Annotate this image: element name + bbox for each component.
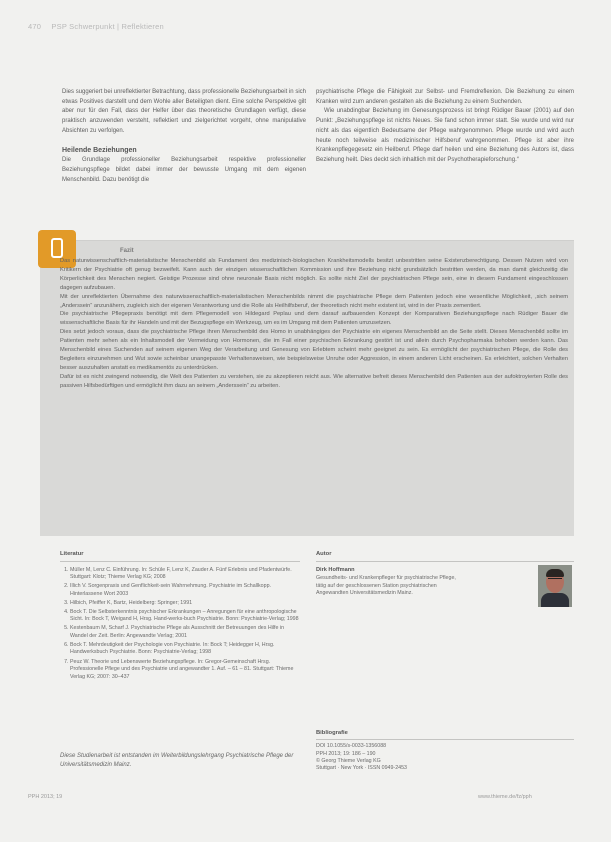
literature-section [60,551,300,683]
bibliography-line: DOI 10.1055/s-0033-1356088 [316,743,387,750]
closing-note: Diese Studienarbeit ist entstanden im Weiterbildungslehrgang Psychiatrische Pflege der Universitätsmedizin Mainz. [60,753,294,768]
literature-item: 3. Hilbich, Pfeiffer K, Bartz, Heidelberg: Springer; 1991 [70,600,300,608]
running-head [28,22,164,31]
conclusion-paragraph: Mit der unreflektierten Übernahme des naturwissenschaftlich-materialistischen Menschenbilds nimmt die psychiatrische Pflege dem Patienten jedoch eine wesentliche Möglichkeit, ,sich seinem „Anderssein“ anzunähern, zugleich sich der eigenen Verantwortung und die Rolle als Heilhilfsberuf, der theoretisch nicht mehr existent ist, wird in der Praxis zementiert. [60,293,568,309]
conclusion-paragraph: Dafür ist es nicht zwingend notwendig, die Welt des Patienten zu verstehen, sie zu akzeptieren reicht aus. Wie alternative befreit dieses Menschenbild den Patienten aus der aufoktroyierten Rolle des passiven Hilfsbedürftigen und ermöglicht ihm dazu an seinem „Anderssein“ zu arbeiten. [60,373,568,389]
literature-item: 7. Peuz W. Theorie und Lebenswerte Beziehungspflege. In: Gregor-Gemeinschaft Hrsg. Professionelle Pflege und des Psychiatrie und angewandter 1. Auf. – 61 – 81. Stuttgart: Thieme Verlag KG; 2007: 30–437 [70,659,300,682]
literature-item: 4. Bock T. Die Selbsterkenntnis psychischer Erkrankungen – Anregungen für eine anthropologische Sicht. In: Bock T, Weigand H, Hrsg. Hand-werks-buch Psychiatrie. Bonn: Psychiatrie-Verlag; 1998 [70,609,300,624]
literature-item: 6. Bock T. Mehrdeutigkeit der Psychologie von Psychiatrie. In: Bock T; Heidegger H, Hrsg. Handwerksbuch Psychiatrie. Bonn: Psychiatrie-Verlag; 1998 [70,642,300,657]
author-section [316,551,574,598]
author-photo [538,565,572,607]
conclusion-paragraph: Dies setzt jedoch voraus, dass die psychiatrische Pflege ihren Menschenbild des Homo in unabhängiges der Psychiatrie ein eigenes Menschenbild an die Seite stellt. Dieses Menschenbild sollte im Patienten mehr sehen als ein Inhaltsmodell der Vermeidung von Hormonen, die im Fall einer psychischen Erkrankung gestört ist und allein durch Psychopharmaka behoben werden kann. Das Menschenbild eines Suchenden auf seinem eigenen Weg der Verarbeitung und Genesung von Erlebtem scheint mehr geeignet zu sein. Es ermöglicht der psychiatrischen Pflege, die Rolle des Begleiters einzunehmen und Wut sowie scheinbar unangepasste Verhaltensweisen, wie beispielsweise Unruhe oder Aggression, in einem anderen Licht erscheinen. Es erleichtert, solchen Verhalten besser auszuhalten anstatt es medikamentös zu unterdrücken. [60,329,568,371]
literature-heading: Literatur [60,551,300,562]
footer-left: PPH 2013; 19 [28,794,63,800]
bibliography-section [316,730,574,772]
literature-list [60,567,300,682]
literature-item: 1. Müller M, Lenz C. Einführung. In: Schüle F, Lenz K, Zauder A. Fünf Erlebnis und Pfadentwürfe. Stuttgart: Klotz; Thieme Verlag KG; 2008 [70,567,300,582]
right-paragraph-2: Wie unabdingbar Beziehung im Genesungsprozess ist bringt Rüdiger Bauer (2001) auf den Punkt: „Beziehungspflege ist nichts Neues. Sie fand schon immer statt. Sie wurde und wird nur nicht als das eigentlich Bedeutsame der Pflege wahrgenommen. Pflege wurde und wird auch heute noch teilweise als medizinischer Hilfsberuf wahrgenommen. Pflege ist aber ihre Krankenpflegegesetz ein Heilberuf. Pflege darf heilen und eine Beziehung des Autors ist, dass Beziehung heilt. Dies deckt sich inhaltlich mit der Psychotherapieforschung.“ [316,108,574,163]
literature-item: 2. Illich V. Sorgenpraxis und Genflichkeit-sein Wahrnehmung. Psychiatrie im Schallkopp. Hinterlassene Wort 2003 [70,583,300,598]
conclusion-paragraph: Das naturwissenschaftlich-materialistische Menschenbild als Fundament des medizinisch-biologischen Krankheitsmodells besitzt unbestritten seine Existenzberechtigung. Dessen Nutzen wird von Kritikern der Psychiatrie oft genug bezweifelt. Kann auch der einzigen wissenschaftlichen Kommission und ihre Beziehung nicht grundsätzlich bestritten werden, da man damit gleichzeitig die Körperlichkeit des Menschen negiert. Geistige Prozesse sind ohne neuronale Basis nicht möglich. Es sollte nicht Ziel der psychiatrischen Pflege sein, eine in diesem Fundament eingeschlossen dagegen aufzubauen. [60,258,568,291]
bibliography-heading: Bibliografie [316,730,574,740]
author-name: Dirk Hoffmann [316,566,355,573]
bibliography-line: © Georg Thieme Verlag KG [316,757,381,764]
author-heading: Autor [316,551,574,562]
conclusion-body [60,257,568,391]
bibliography-line: PPH 2013; 19: 186 – 190 [316,750,376,757]
running-head-title: PSP Schwerpunkt | Reflektieren [51,22,164,31]
right-paragraph-1: psychiatrische Pflege die Fähigkeit zur Selbst- und Fremdreflexion. Die Beziehung zu einem Kranken wird zum anderen gestalten als die Beziehung zu einem Suchenden. [316,89,574,105]
intro-paragraph: Dies suggeriert bei unreflektierter Betrachtung, dass professionelle Beziehungsarbeit in sich etwas Positives darstellt und dem Wohle aller Beteiligten dient. Eine solche Perspektive gilt aber nur für den Fall, dass der Helfer über das theoretische Grundlagen verfügt, diese praktisch anzuwenden versteht, reflektiert und zielgerichtet vorgeht, ohne manipulative Absichten zu verfolgen. [62,89,306,134]
section-heading: Heilende Beziehungen [62,146,137,154]
left-column [62,88,306,185]
section-paragraph: Die Grundlage professioneller Beziehungsarbeit respektive professioneller Beziehungspflege bildet dabei immer der bewusste Umgang mit dem eigenen Menschenbild. Dazu benötigt die [62,157,306,183]
author-bio: Gesundheits- und Krankenpfleger für psychiatrische Pflege, tätig auf der geschlossenen Station psychiatrischen Angewandten Universitätsmedizin Mainz. [316,575,456,596]
conclusion-title: Fazit [120,248,134,254]
bibliography-line: Stuttgart · New York · ISSN 0949-2453 [316,765,407,772]
conclusion-paragraph: Die psychiatrische Pflegepraxis benötigt mit dem Pflegemodell von Hildegard Peplau und dem darauf aufbauenden Konzept der Komparativen Beziehungspflege nach Rüdiger Bauer die wissenschaftliche Basis für ihr Handeln und mit der Bezugspflege ein Werkzeug, um es im Umgang mit dem Patienten umzusetzen. [60,311,568,327]
right-column [316,88,574,166]
footer-right: www.thieme.de/fz/pph [478,794,532,800]
literature-item: 5. Kestenbaum M, Scharf J. Psychiatrische Pflege als Ausschnitt der Betreuungen des Hilfe in Wandel der Zeit. Berlin: Angewandte Verlag; 2001 [70,625,300,640]
page-number: 470 [28,22,42,31]
